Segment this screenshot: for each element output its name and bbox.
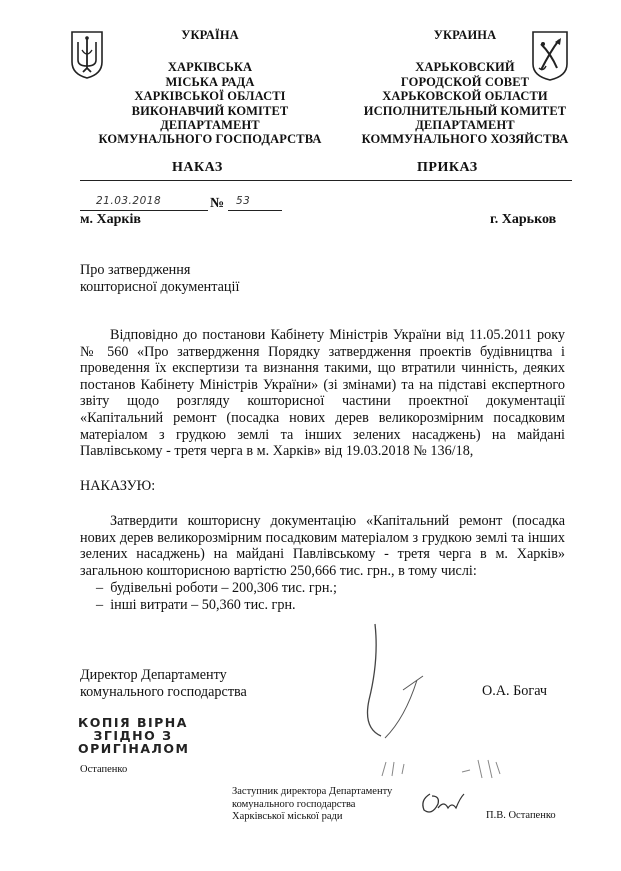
- number-label: №: [210, 196, 225, 211]
- faint-marks: [378, 756, 518, 786]
- subject-line: кошторисної документації: [80, 278, 240, 295]
- preamble-text: Відповідно до постанови Кабінету Міністрів України від 11.05.2011 року № 560 «Про затвердження Порядку затвердження проектів будівництва і проведення їх експертизи та визнання такими, що втратили чинність, деяких постанов Кабінету Міністрів України» (зі змінами) та на підставі експертного звіту щодо розгляду кошторисної частини проектної документації «Капітальний ремонт (посадка нових дерев великорозмірним посадковим матеріалом з грудкою землі та інших зелених насаджень) на майдані Павлівському - третя черга в м. Харків» від 19.03.2018 № 136/18,: [80, 327, 565, 460]
- org-line: ДЕПАРТАМЕНТ: [415, 118, 515, 133]
- prepared-by: Остапенко: [80, 764, 128, 775]
- doc-type-ua: НАКАЗ: [172, 160, 223, 175]
- list-item: – інші витрати – 50,360 тис. грн.: [96, 596, 296, 613]
- org-line: ГОРОДСКОЙ СОВЕТ: [400, 74, 530, 89]
- order-text: Затвердити кошторисну документацію «Капітальний ремонт (посадка нових дерев великорозмірним посадковим матеріалом з грудкою землі та інших зелених насаджень) на майдані Павлівському - третя черга в м. Харків» загальною кошторисною вартістю 250,666 тис. грн., в тому числі:: [80, 513, 565, 579]
- signatory-name: О.А. Богач: [482, 683, 548, 699]
- city-ru: г. Харьков: [490, 212, 557, 227]
- header-divider: [80, 180, 572, 181]
- kharkiv-coat-of-arms-icon: [531, 30, 569, 82]
- country-ru: УКРАИНА: [433, 28, 497, 42]
- country-ua: УКРАЇНА: [181, 28, 239, 42]
- certifier-position: Заступник директора Департаменту комунального господарства Харківської міської ради: [232, 786, 393, 822]
- copy-certification-stamp: КОПІЯ ВІРНА ЗГІДНО З ОРИГІНАЛОМ: [78, 715, 190, 756]
- order-date: 21.03.2018: [96, 195, 162, 207]
- subject-line: Про затвердження: [80, 262, 191, 278]
- city-ua: м. Харків: [80, 212, 141, 227]
- signatory-position: Директор Департаменту комунального господарства: [80, 667, 247, 700]
- doc-type-ru: ПРИКАЗ: [417, 160, 478, 175]
- certifier-signature: [418, 790, 468, 818]
- cost-items: [96, 580, 337, 613]
- director-signature: [355, 620, 445, 760]
- org-line: ХАРЬКОВСКИЙ: [415, 60, 515, 75]
- order-block: [80, 513, 565, 579]
- list-item: – будівельні роботи – 200,306 тис. грн.;: [96, 580, 337, 596]
- org-line: ХАРЬКОВСКОЙ ОБЛАСТИ: [382, 89, 548, 104]
- subject: [80, 262, 239, 295]
- date-underline: [80, 210, 208, 211]
- org-line: КОММУНАЛЬНОГО ХОЗЯЙСТВА: [361, 132, 569, 147]
- certifier-name: П.В. Остапенко: [486, 810, 556, 821]
- number-underline: [228, 210, 282, 211]
- preamble-block: [80, 327, 565, 460]
- org-line: ДЕПАРТАМЕНТ: [160, 118, 260, 133]
- org-line: МІСЬКА РАДА: [165, 74, 255, 89]
- org-line: ХАРКІВСЬКА: [167, 60, 253, 75]
- order-number: 53: [236, 195, 251, 207]
- header-left: [90, 28, 330, 147]
- org-line: ХАРКІВСЬКОЇ ОБЛАСТІ: [134, 89, 286, 104]
- order-word: НАКАЗУЮ:: [80, 478, 156, 494]
- org-line: ВИКОНАВЧИЙ КОМІТЕТ: [131, 103, 289, 118]
- org-line: КОМУНАЛЬНОГО ГОСПОДАРСТВА: [98, 132, 322, 147]
- org-line: ИСПОЛНИТЕЛЬНЫЙ КОМИТЕТ: [363, 103, 567, 118]
